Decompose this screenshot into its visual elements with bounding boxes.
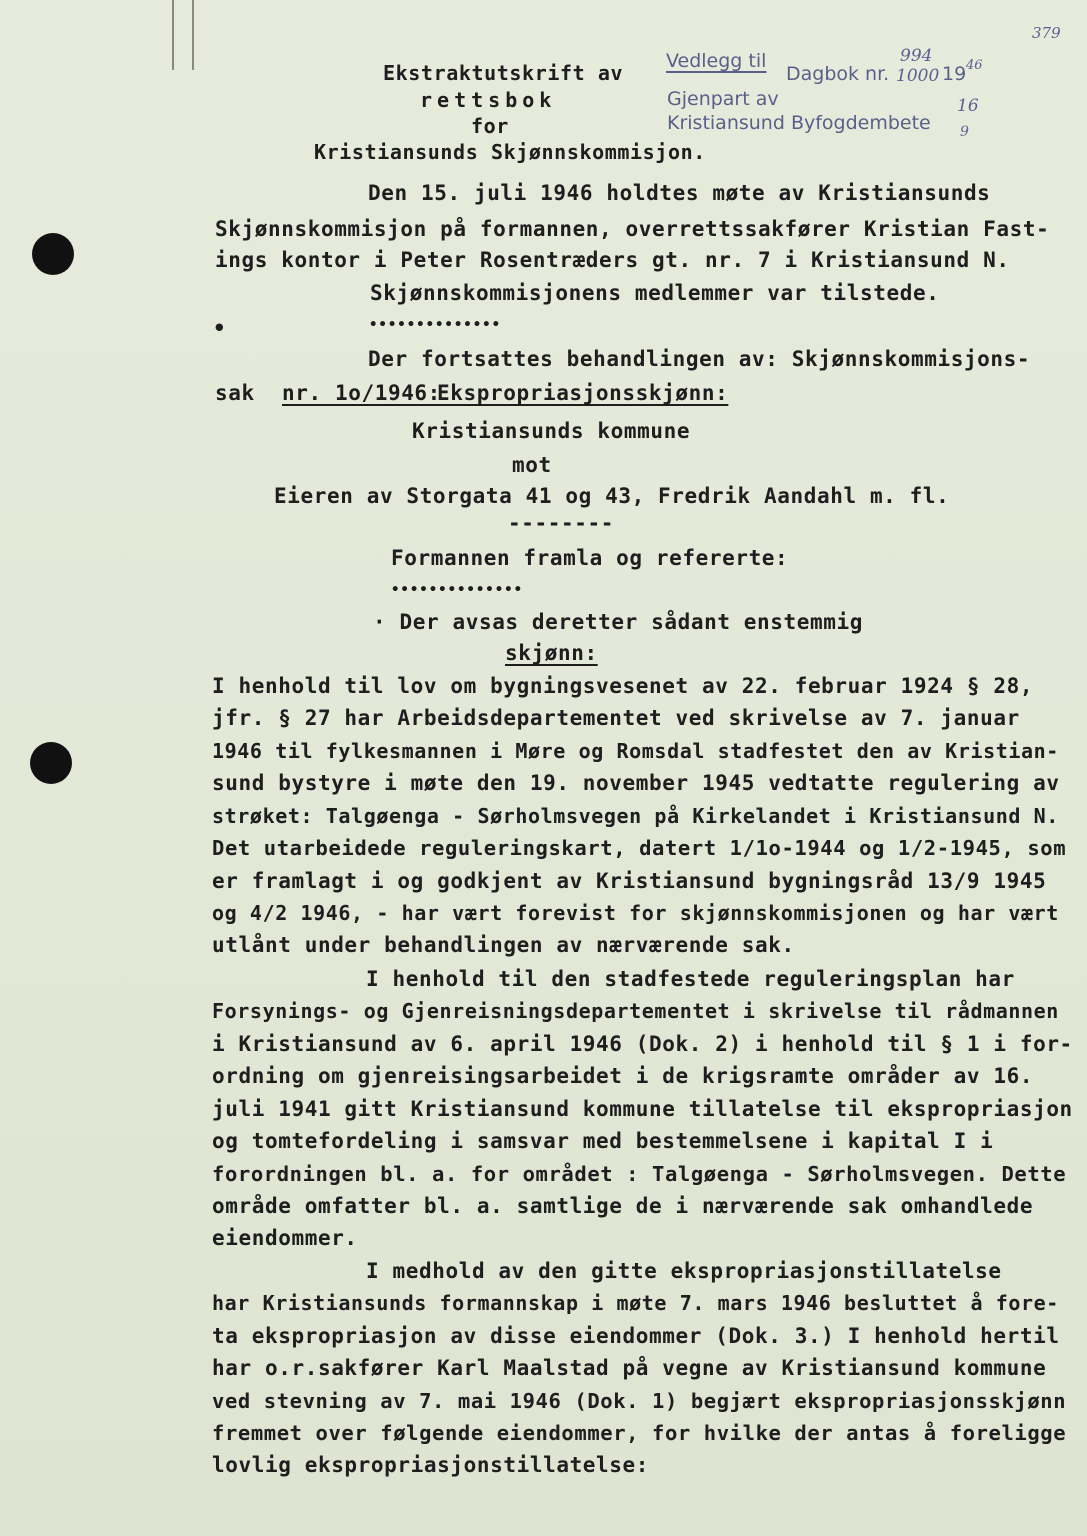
paragraph-2-line-5: juli 1941 gitt Kristiansund kommune tillatelse til ekspropriasjon: [212, 1097, 1073, 1121]
paragraph-3-line-7: lovlig ekspropriasjonstillatelse:: [212, 1453, 650, 1477]
paragraph-2-line-2: Forsynings- og Gjenreisningsdepartementet i skrivelse til rådmannen: [212, 999, 1059, 1023]
punch-hole-top: [32, 233, 74, 275]
body-line-1: Den 15. juli 1946 holdtes møte av Kristiansunds: [368, 181, 991, 205]
stamp-date-month: 9: [960, 124, 969, 140]
paragraph-3-line-3: ta ekspropriasjon av disse eiendommer (Dok. 3.) I henhold hertil: [212, 1324, 1060, 1348]
paragraph-3-line-5: ved stevning av 7. mai 1946 (Dok. 1) begjært ekspropriasjonsskjønn: [212, 1389, 1067, 1413]
stamp-office: Kristiansund Byfogdembete: [667, 112, 931, 134]
stamp-gjenpart: Gjenpart av: [667, 88, 779, 110]
paragraph-1-line-9: utlånt under behandlingen av nærværende sak.: [212, 933, 795, 957]
paragraph-1-line-7: er framlagt i og godkjent av Kristiansund bygningsråd 13/9 1945: [212, 869, 1047, 893]
stamp-year: 19: [942, 63, 967, 85]
margin-line-right: [192, 0, 194, 70]
punch-hole-bottom: [30, 742, 72, 784]
body-line-2: Skjønnskommisjon på formannen, overrettssakfører Kristian Fast-: [215, 217, 1050, 241]
body-line-6: Der fortsattes behandlingen av: Skjønnskommisjons-: [368, 347, 1031, 371]
paragraph-2-line-6: og tomtefordeling i samsvar med bestemmelsene i kapital I i: [212, 1129, 994, 1153]
paragraph-3-line-1: I medhold av den gitte ekspropriasjonstillatelse: [366, 1259, 1002, 1283]
paragraph-2-line-3: i Kristiansund av 6. april 1946 (Dok. 2) i henhold til § 1 i for-: [212, 1032, 1073, 1056]
paragraph-1-line-5: strøket: Talgøenga - Sørholmsvegen på Kirkelandet i Kristiansund N.: [212, 804, 1059, 828]
heading-line-1: Ekstraktutskrift av: [383, 61, 624, 85]
paragraph-3-line-2: har Kristiansunds formannskap i møte 7. mars 1946 besluttet å fore-: [212, 1291, 1059, 1315]
paragraph-1-line-3: 1946 til fylkesmannen i Møre og Romsdal stadfestet den av Kristian-: [212, 739, 1059, 763]
separator-dashes: --------: [508, 511, 614, 535]
paragraph-1-line-1: I henhold til lov om bygningsvesenet av 22. februar 1924 § 28,: [212, 674, 1034, 698]
stamp-vedlegg: Vedlegg til: [666, 50, 767, 72]
paragraph-1-line-2: jfr. § 27 har Arbeidsdepartementet ved skrivelse av 7. januar: [212, 706, 1020, 730]
page-number: 379: [1032, 24, 1061, 42]
heading-line-3: for: [471, 114, 509, 138]
paragraph-2-line-4: ordning om gjenreisingsarbeidet i de krigsramte områder av 16.: [212, 1064, 1034, 1088]
stamp-dagbok: Dagbok nr.: [786, 63, 890, 85]
party-2: Eieren av Storgata 41 og 43, Fredrik Aandahl m. fl.: [274, 484, 950, 508]
paragraph-2-line-8: område omfatter bl. a. samtlige de i nærværende sak omhandlede: [212, 1194, 1034, 1218]
body-line-4: Skjønnskommisjonens medlemmer var tilstede.: [370, 281, 940, 305]
stamp-year-hand: 46: [966, 58, 983, 73]
heading-line-2: rettsbok: [420, 88, 557, 112]
body-dots-1: ••••••••••••••: [369, 317, 502, 333]
body-dot-single: •: [213, 316, 227, 340]
paragraph-2-line-1: I henhold til den stadfestede reguleringsplan har: [366, 967, 1015, 991]
paragraph-1-line-6: Det utarbeidede reguleringskart, datert 1/1o-1944 og 1/2-1945, som: [212, 836, 1067, 860]
heading-line-4: Kristiansunds Skjønnskommisjon.: [314, 140, 706, 164]
margin-line-left: [172, 0, 174, 70]
skjonn-title: skjønn:: [505, 641, 598, 665]
paragraph-2-line-9: eiendommer.: [212, 1226, 358, 1250]
body-line-7-case-type: Ekspropriasjonsskjønn:: [437, 381, 729, 405]
body-dots-2: ••••••••••••••: [391, 582, 524, 598]
stamp-date-day: 16: [957, 96, 979, 116]
body-line-7-sak: sak: [215, 381, 255, 405]
body-line-3: ings kontor i Peter Rosentræders gt. nr. 7 i Kristiansund N.: [215, 248, 1010, 272]
body-line-avsas: · Der avsas deretter sådant enstemmig: [373, 610, 863, 634]
paragraph-2-line-7: forordningen bl. a. for området : Talgøenga - Sørholmsvegen. Dette: [212, 1162, 1067, 1186]
body-line-formannen: Formannen framla og refererte:: [391, 546, 789, 570]
party-1: Kristiansunds kommune: [412, 419, 691, 443]
party-versus: mot: [512, 453, 552, 477]
paragraph-3-line-4: har o.r.sakfører Karl Maalstad på vegne av Kristiansund kommune: [212, 1356, 1047, 1380]
paragraph-3-line-6: fremmet over følgende eiendommer, for hvilke der antas å foreligge: [212, 1421, 1067, 1445]
body-line-7-case-number: nr. 1o/1946:: [282, 381, 441, 405]
paragraph-1-line-8: og 4/2 1946, - har vært forevist for skjønnskommisjonen og har vært: [212, 901, 1059, 925]
stamp-dagbok-number-top: 994: [900, 46, 933, 66]
stamp-dagbok-number: 1000: [896, 66, 940, 86]
paragraph-1-line-4: sund bystyre i møte den 19. november 1945 vedtatte regulering av: [212, 771, 1060, 795]
